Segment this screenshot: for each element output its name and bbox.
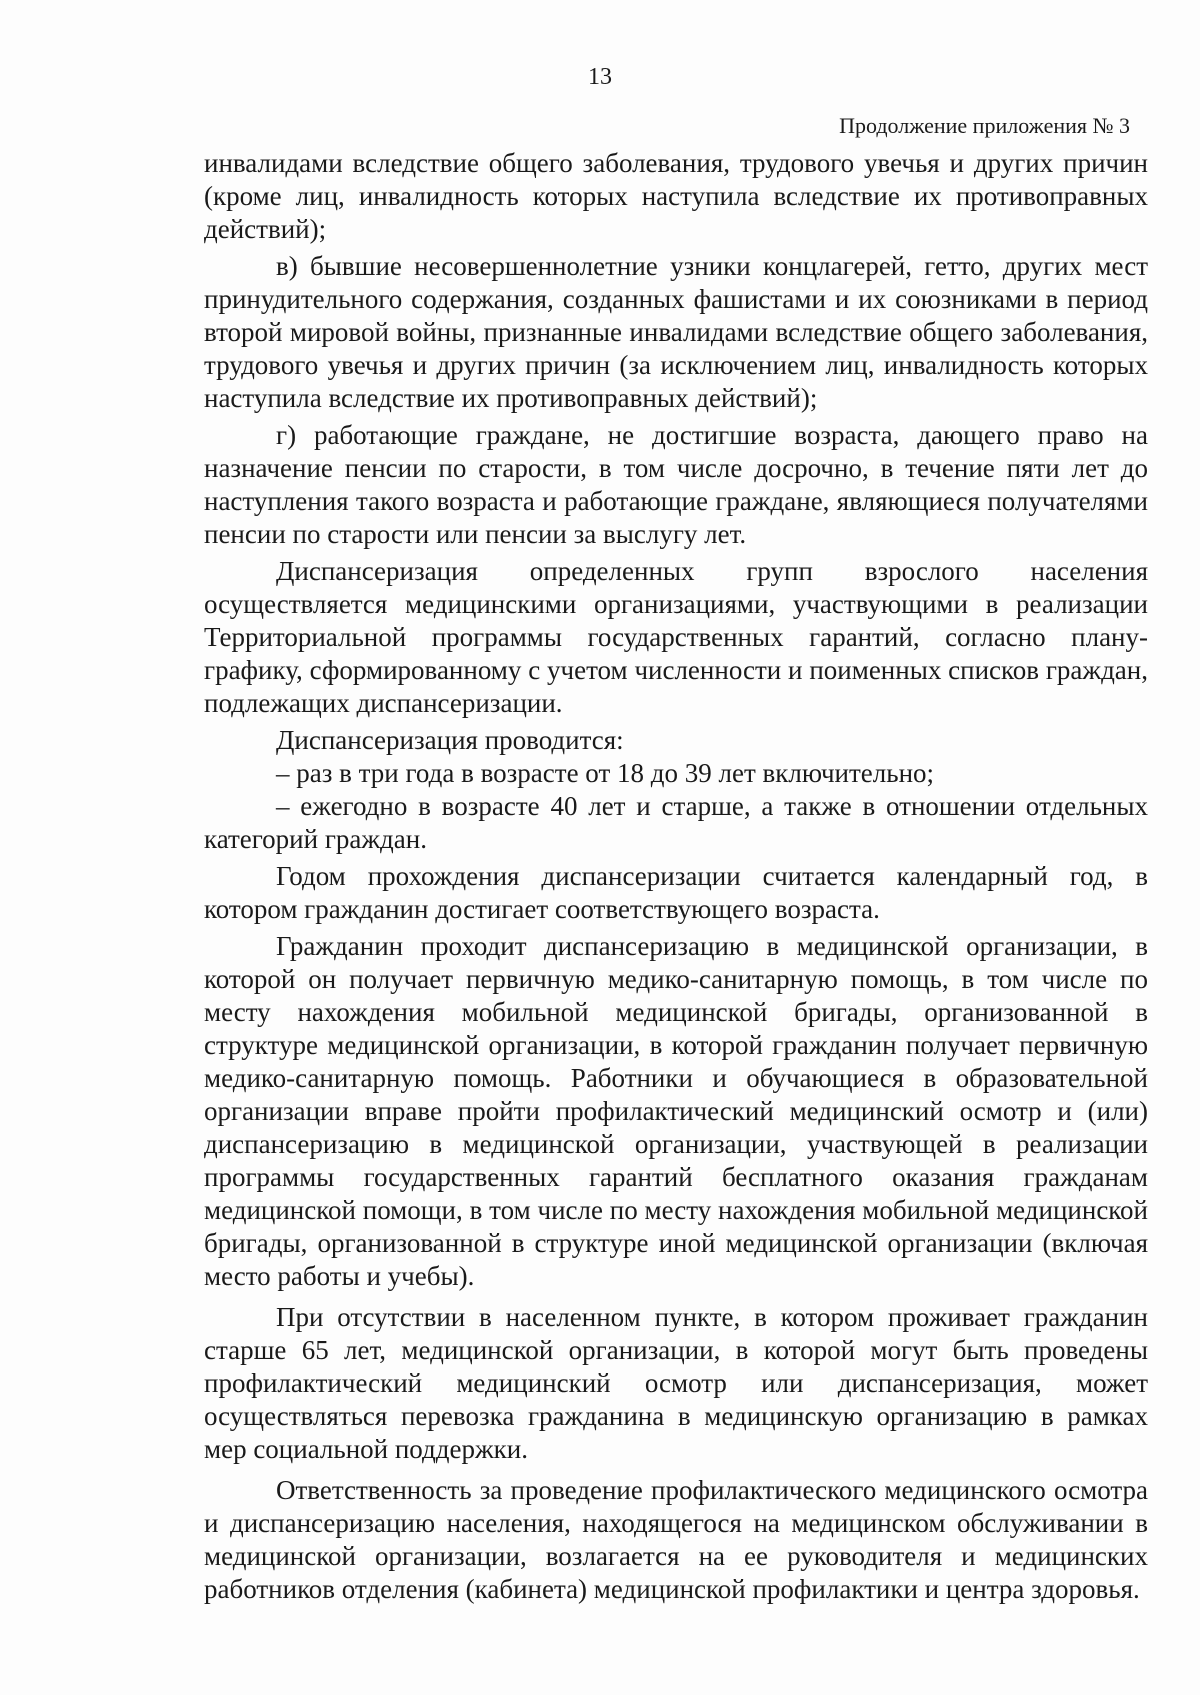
paragraph-dispensary-year: Годом прохождения диспансеризации считается календарный год, в котором гражданин достигает соответствующего возраста. (204, 861, 1148, 924)
page-number: 13 (588, 64, 612, 90)
paragraph-citizen-passes: Гражданин проходит диспансеризацию в медицинской организации, в которой он получает первичную медико-санитарную помощь, в том числе по месту нахождения мобильной медицинской бригады, организованной в структуре медицинской организации, в которой гражданин получает первичную медико-санитарную помощь. Работники и обучающиеся в образовательной организации вправе пройти профилактический медицинский осмотр и (или) диспансеризацию в медицинской организации, участвующей в реализации программы государственных гарантий бесплатного оказания гражданам медицинской помощи, в том числе по месту нахождения мобильной медицинской бригады, организованной в структуре иной медицинской организации (включая место работы и учебы). (204, 931, 1148, 1291)
paragraph-dispensary-groups: Диспансеризация определенных групп взрослого населения осуществляется медицинскими организациями, участвующими в реализации Территориальной программы государственных гарантий, согласно плану-графику, сформированному с учетом численности и поименных списков граждан, подлежащих диспансеризации. (204, 556, 1148, 718)
paragraph-item-g: г) работающие граждане, не достигшие возраста, дающего право на назначение пенсии по старости, в том числе досрочно, в течение пяти лет до наступления такого возраста и работающие граждане, являющиеся получателями пенсии по старости или пенсии за выслугу лет. (204, 420, 1148, 549)
list-item-every-three-years: – раз в три года в возрасте от 18 до 39 лет включительно; (276, 758, 935, 788)
paragraph-continued: инвалидами вследствие общего заболевания, трудового увечья и других причин (кроме лиц, инвалидность которых наступила вследствие их противоправных действий); (204, 148, 1148, 244)
appendix-continuation-label: Продолжение приложения № 3 (839, 113, 1130, 138)
document-body (204, 147, 1148, 1606)
paragraph-dispensary-conducted: Диспансеризация проводится: (276, 725, 624, 755)
paragraph-transport: При отсутствии в населенном пункте, в котором проживает гражданин старше 65 лет, медицинской организации, в которой могут быть проведены профилактический медицинский осмотр или диспансеризация, может осуществляться перевозка гражданина в медицинскую организацию в рамках мер социальной поддержки. (204, 1302, 1148, 1464)
paragraph-responsibility: Ответственность за проведение профилактического медицинского осмотра и диспансеризацию населения, находящегося на медицинском обслуживании в медицинской организации, возлагается на ее руководителя и медицинских работников отделения (кабинета) медицинской профилактики и центра здоровья. (204, 1475, 1148, 1604)
list-item-annually: – ежегодно в возрасте 40 лет и старше, а также в отношении отдельных категорий граждан. (204, 791, 1148, 854)
paragraph-item-v: в) бывшие несовершеннолетние узники концлагерей, гетто, других мест принудительного содержания, созданных фашистами и их союзниками в период второй мировой войны, признанные инвалидами вследствие общего заболевания, трудового увечья и других причин (за исключением лиц, инвалидность которых наступила вследствие их противоправных действий); (204, 251, 1148, 413)
